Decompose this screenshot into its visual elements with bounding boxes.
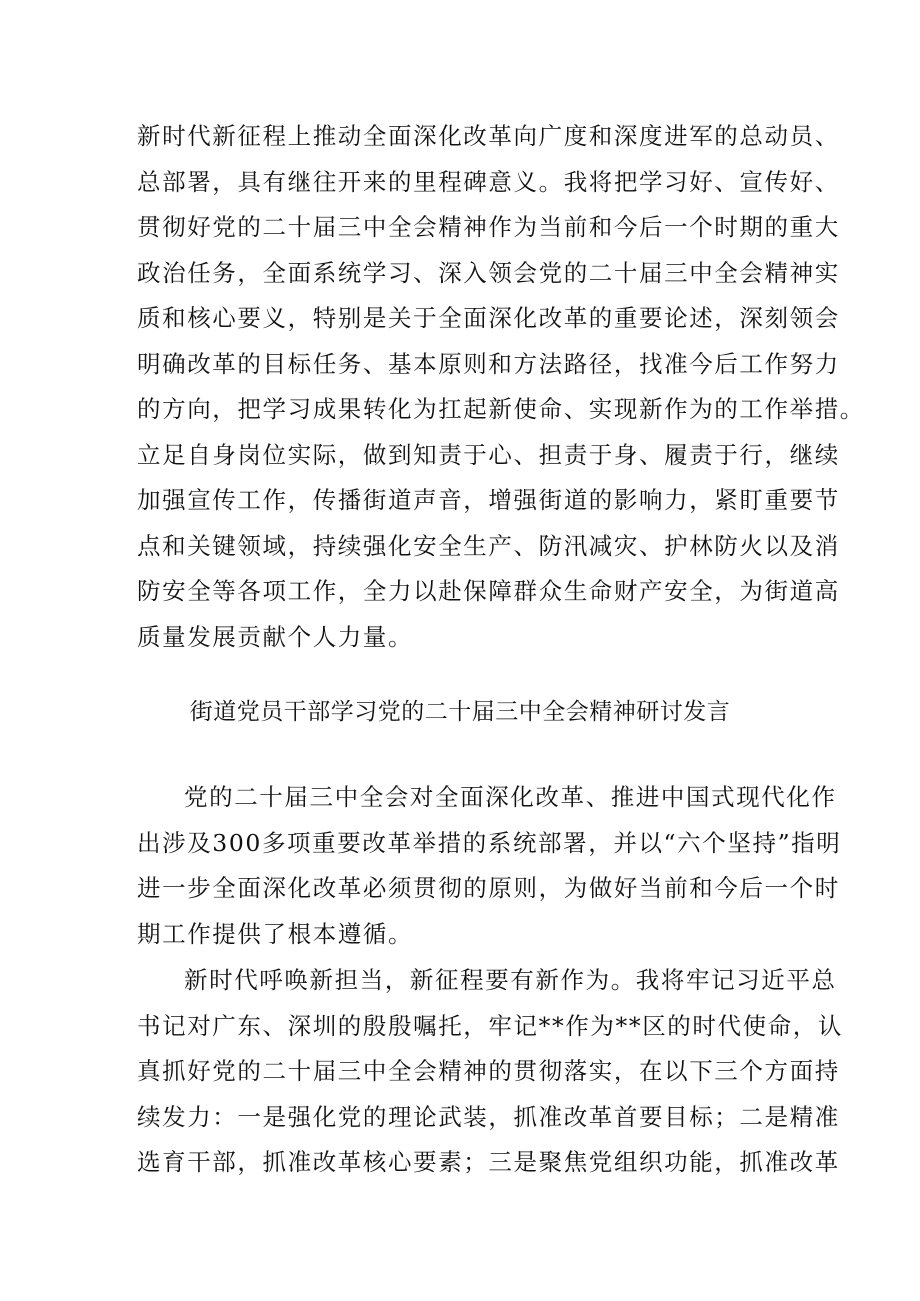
paragraph-1 <box>137 775 842 957</box>
text-line: 点和关键领域，持续强化安全生产、防汛减灾、护林防火以及消 <box>137 531 840 560</box>
text-line: 加强宣传工作，传播街道声音，增强街道的影响力，紧盯重要节 <box>137 486 840 514</box>
text-line: 新时代呼唤新担当，新征程要有新作为。我将牢记习近平总 <box>184 966 837 994</box>
paragraph-2 <box>137 958 843 1186</box>
text-line: 质量发展贡献个人力量。 <box>137 622 414 651</box>
text-line: 立足自身岗位实际，做到知责于心、担责于身、履责于行，继续 <box>137 440 840 469</box>
text-line: 选育干部，抓准改革核心要素；三是聚焦党组织功能，抓准改革 <box>137 1148 840 1176</box>
text-line: 真抓好党的二十届三中全会精神的贯彻落实，在以下三个方面持 <box>137 1057 840 1085</box>
continued-paragraph <box>137 114 865 660</box>
text-line: 出涉及300多项重要改革举措的系统部署，并以“六个坚持”指明 <box>137 828 842 857</box>
text-line: 贯彻好党的二十届三中全会精神作为当前和今后一个时期的重大 <box>137 213 840 241</box>
text-line: 期工作提供了根本遵循。 <box>137 919 414 948</box>
text-line: 政治任务，全面系统学习、深入领会党的二十届三中全会精神实 <box>137 258 840 287</box>
text-line: 进一步全面深化改革必须贯彻的原则，为做好当前和今后一个时 <box>137 874 840 902</box>
text-line: 书记对广东、深圳的殷殷嘱托，牢记**作为**区的时代使命，认 <box>137 1011 843 1040</box>
text-line: 新时代新征程上推动全面深化改革向广度和深度进军的总动员、 <box>137 122 840 150</box>
text-line: 明确改革的目标任务、基本原则和方法路径，找准今后工作努力 <box>137 349 840 378</box>
text-line: 的方向，把学习成果转化为扛起新使命、实现新作为的工作举措。 <box>137 395 865 423</box>
text-line: 总部署，具有继往开来的里程碑意义。我将把学习好、宣传好、 <box>137 167 840 196</box>
text-line: 续发力：一是强化党的理论武装，抓准改革首要目标；二是精准 <box>137 1102 840 1131</box>
text-line: 防安全等各项工作，全力以赴保障群众生命财产安全，为街道高 <box>137 577 840 605</box>
section-heading: 街道党员干部学习党的二十届三中全会精神研讨发言 <box>189 699 731 725</box>
text-line: 质和核心要义，特别是关于全面深化改革的重要论述，深刻领会 <box>137 304 840 332</box>
text-line: 党的二十届三中全会对全面深化改革、推进中国式现代化作 <box>184 783 837 811</box>
